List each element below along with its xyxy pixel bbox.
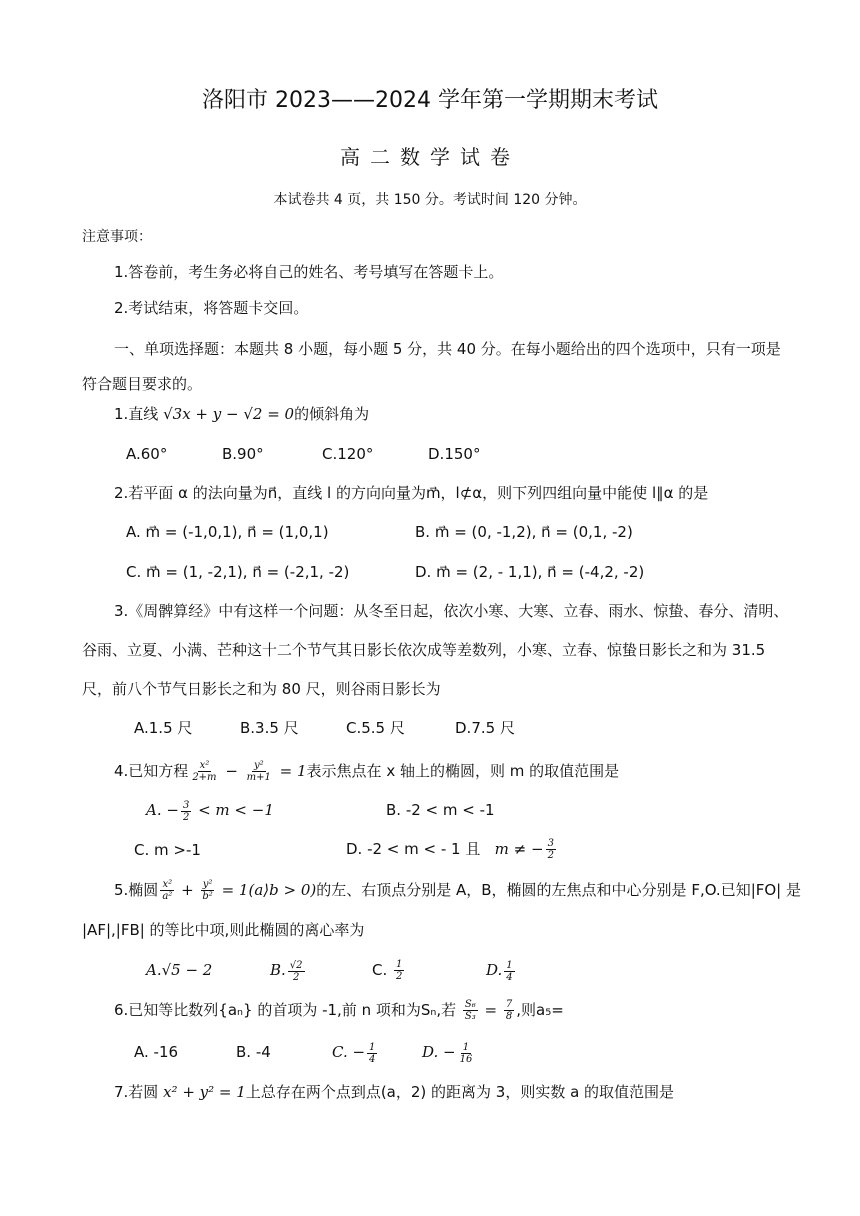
- q5-option-a: A.√5 − 2: [146, 961, 213, 979]
- q4-optA-pre: A. −: [146, 801, 179, 819]
- q4-optA-frac: [181, 800, 191, 823]
- question-3-line3: 尺，前八个节气日影长之和为 80 尺，则谷雨日影长为: [82, 680, 441, 698]
- question-4: [114, 758, 619, 784]
- notes-heading: 注意事项：: [82, 229, 152, 245]
- question-3-line2: 谷雨、立夏、小满、芒种这十二个节气其日影长依次成等差数列，小寒、立春、惊蛰日影长之和为 31.5: [82, 641, 766, 659]
- q5-option-c: [372, 957, 406, 983]
- q7-equation: x² + y² = 1: [163, 1083, 246, 1101]
- q4-optA-den: 2: [182, 811, 190, 823]
- q4-frac2-num: y²: [253, 760, 264, 771]
- q4-prefix: 4.已知方程: [114, 762, 189, 780]
- q5-frac-y: [200, 879, 214, 902]
- q5-optC-num: 1: [396, 959, 403, 970]
- q5-optC-den: 2: [396, 971, 403, 982]
- exam-subtitle: 高二数学试卷: [340, 145, 520, 169]
- q5-optB-frac: [288, 960, 305, 983]
- note-item-2: 2.考试结束，将答题卡交回。: [114, 299, 309, 317]
- q5-option-d: [486, 957, 517, 983]
- q5-optD-pre: D.: [486, 961, 503, 979]
- q4-frac1-num: x²: [199, 760, 210, 771]
- question-1: [114, 404, 369, 424]
- q5-frac-x: [160, 879, 174, 902]
- question-6: [114, 997, 564, 1023]
- q6-option-c: [332, 1039, 379, 1065]
- q4-option-a: [146, 797, 274, 823]
- q4-optD-pre: D. -2 < m < - 1 且: [346, 840, 481, 858]
- q3-option-b: B.3.5 尺: [240, 719, 299, 737]
- q4-option-c: C. m >-1: [134, 841, 201, 859]
- q4-frac1-den: 2+m: [192, 772, 217, 783]
- q6-optD-frac: [458, 1042, 475, 1065]
- q7-prefix: 7.若圆: [114, 1083, 164, 1101]
- section1-intro: 一、单项选择题：本题共 8 小题，每小题 5 分，共 40 分。在每小题给出的四个选项中，只有一项是: [114, 340, 781, 358]
- q5-f1-den: a²: [162, 891, 173, 902]
- q3-option-a: A.1.5 尺: [134, 719, 193, 737]
- question-5-line1: [114, 877, 801, 903]
- q5-f2-den: b²: [202, 891, 213, 902]
- q6-eq: =: [479, 1001, 502, 1019]
- q5-f1-num: x²: [162, 879, 173, 890]
- q6-optD-den: 16: [459, 1053, 473, 1065]
- q6-ratio-frac: [463, 999, 478, 1022]
- q5-optD-num: 1: [506, 959, 513, 971]
- q6-optC-num: 1: [369, 1041, 376, 1053]
- q6-f-den: S₃: [464, 1011, 476, 1022]
- q2-option-a: A. m⃗ = (-1,0,1), n⃗ = (1,0,1): [126, 523, 329, 541]
- q5-prefix: 5.椭圆: [114, 881, 159, 899]
- q5-option-b: [270, 957, 307, 983]
- q1-option-a: A.60°: [126, 445, 168, 463]
- section1-intro-cont: 符合题目要求的。: [82, 375, 203, 393]
- exam-title: 洛阳市 2023——2024 学年第一学期期末考试: [202, 88, 658, 113]
- question-3-line1: 3.《周髀算经》中有这样一个问题：从冬至日起，依次小寒、大寒、立春、雨水、惊蛰、春分、清明、: [114, 602, 789, 620]
- q6-optC-frac: [367, 1042, 377, 1065]
- q1-suffix: 的倾斜角为: [294, 405, 370, 423]
- q4-eq: = 1: [274, 762, 307, 780]
- q5-optD-frac: [504, 960, 514, 983]
- q3-option-c: C.5.5 尺: [346, 719, 405, 737]
- q4-optD-den: 2: [547, 850, 554, 861]
- q4-fraction-y: [245, 760, 273, 783]
- q1-option-b: B.90°: [222, 445, 264, 463]
- q6-optC-pre: C. −: [332, 1043, 366, 1061]
- q2-option-b: B. m⃗ = (0, -1,2), n⃗ = (0,1, -2): [415, 523, 633, 541]
- q5-plus: +: [176, 881, 199, 899]
- q6-f-num: S₆: [464, 999, 476, 1010]
- q5-eq: = 1(a⟩b > 0): [216, 881, 317, 899]
- q3-option-d: D.7.5 尺: [455, 719, 515, 737]
- q5-optD-den: 4: [506, 971, 513, 983]
- q5-optC-frac: [394, 959, 404, 982]
- q6-optD-num: 1: [462, 1041, 470, 1053]
- q4-frac2-den: m+1: [246, 772, 271, 783]
- q6-optC-den: 4: [369, 1053, 376, 1065]
- q5-suffix: 的左、右顶点分别是 A，B，椭圆的左焦点和中心分别是 F,O.已知|FO| 是: [316, 881, 801, 899]
- q6-v-den: 8: [505, 1011, 513, 1022]
- q4-option-b: B. -2 < m < -1: [386, 801, 495, 819]
- question-7: [114, 1082, 674, 1102]
- q5-f2-num: y²: [202, 879, 213, 890]
- q4-option-d: [346, 836, 558, 862]
- q5-optB-pre: B.: [270, 961, 286, 979]
- question-5-line2: |AF|,|FB| 的等比中项,则此椭圆的离心率为: [82, 921, 365, 939]
- q4-suffix: 表示焦点在 x 轴上的椭圆，则 m 的取值范围是: [306, 762, 620, 780]
- q4-optA-num: 3: [182, 799, 190, 811]
- q6-suffix: ,则a₅=: [516, 1001, 564, 1019]
- q6-option-b: B. -4: [236, 1043, 271, 1061]
- q1-prefix: 1.直线: [114, 405, 164, 423]
- q5-optC-pre: C.: [372, 961, 393, 979]
- q6-option-a: A. -16: [134, 1043, 179, 1061]
- q5-optB-num: √2: [289, 959, 303, 971]
- q5-optB-den: 2: [292, 971, 300, 983]
- q4-optD-mid: m ≠ −: [494, 840, 544, 858]
- note-item-1: 1.答卷前，考生务必将自己的姓名、考号填写在答题卡上。: [114, 263, 504, 281]
- q4-optA-post: < m < −1: [193, 801, 274, 819]
- q6-option-d: [422, 1039, 476, 1065]
- q1-equation: √3x + y − √2 = 0: [163, 405, 295, 423]
- q7-suffix: 上总存在两个点到点(a，2) 的距离为 3，则实数 a 的取值范围是: [245, 1083, 675, 1101]
- q2-option-c: C. m⃗ = (1, -2,1), n⃗ = (-2,1, -2): [126, 563, 350, 581]
- q2-option-d: D. m⃗ = (2, - 1,1), n⃗ = (-4,2, -2): [415, 563, 645, 581]
- question-2: 2.若平面 α 的法向量为n⃗，直线 l 的方向向量为m⃗，l⊄α，则下列四组向量中能使 l∥α 的是: [114, 484, 709, 502]
- q6-value-frac: [504, 999, 514, 1022]
- exam-info: 本试卷共 4 页，共 150 分。考试时间 120 分钟。: [273, 192, 587, 208]
- q4-fraction-x: [190, 760, 218, 783]
- q4-optD-num: 3: [547, 838, 554, 849]
- q6-prefix: 6.已知等比数列{aₙ} 的首项为 -1,前 n 项和为Sₙ,若: [114, 1001, 461, 1019]
- q1-option-d: D.150°: [428, 445, 481, 463]
- q1-option-c: C.120°: [322, 445, 374, 463]
- q6-optD-pre: D. −: [422, 1043, 456, 1061]
- q4-minus: −: [220, 762, 243, 780]
- q6-v-num: 7: [505, 999, 513, 1010]
- q4-optD-frac: [546, 838, 556, 861]
